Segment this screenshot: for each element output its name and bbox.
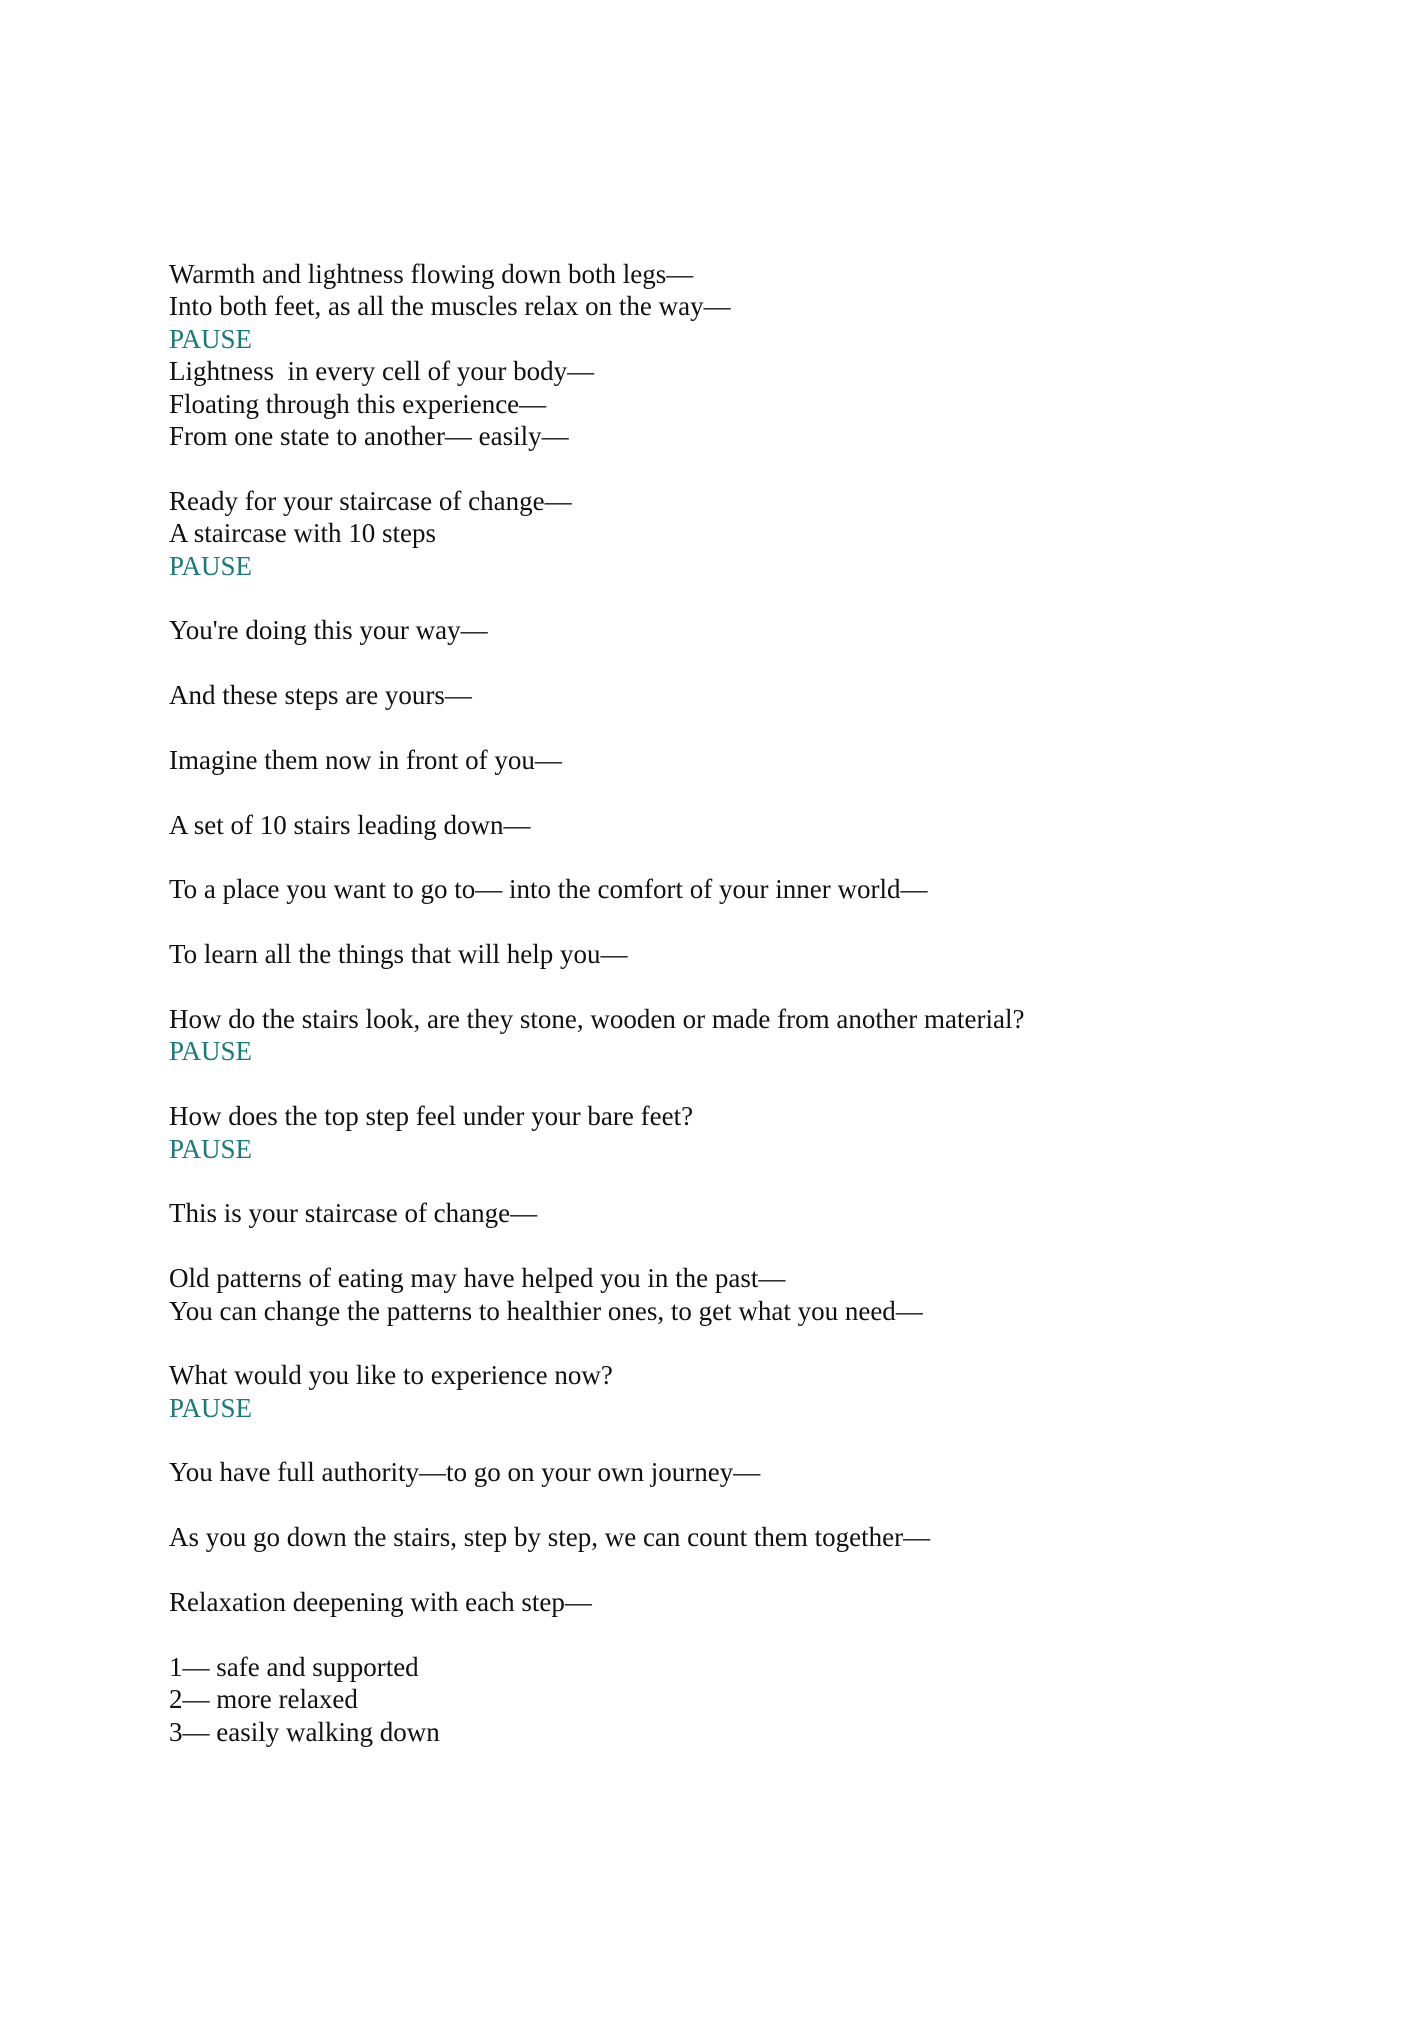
text-line: From one state to another— easily—	[169, 420, 569, 451]
blank-line	[169, 1424, 1319, 1456]
blank-line	[169, 971, 1319, 1003]
text-line: 2— more relaxed	[169, 1684, 358, 1715]
blank-line	[169, 1068, 1319, 1100]
text-line: Into both feet, as all the muscles relax on the way—	[169, 291, 731, 322]
blank-line	[169, 1327, 1319, 1359]
text-line: Old patterns of eating may have helped you in the past—	[169, 1263, 786, 1294]
pause-marker: PAUSE	[169, 1392, 253, 1423]
text-line: You're doing this your way—	[169, 615, 488, 646]
text-line: Ready for your staircase of change—	[169, 485, 572, 516]
text-line: A staircase with 10 steps	[169, 518, 436, 549]
text-line: 3— easily walking down	[169, 1716, 440, 1747]
blank-line	[169, 1230, 1319, 1262]
text-line: 1— safe and supported	[169, 1651, 419, 1682]
blank-line	[169, 452, 1319, 484]
blank-line	[169, 1618, 1319, 1650]
text-line: To learn all the things that will help you—	[169, 939, 628, 970]
text-line: What would you like to experience now?	[169, 1360, 613, 1391]
blank-line	[169, 711, 1319, 743]
text-line: How do the stairs look, are they stone, wooden or made from another material?	[169, 1003, 1025, 1034]
blank-line	[169, 582, 1319, 614]
pause-marker: PAUSE	[169, 1036, 253, 1067]
blank-line	[169, 906, 1319, 938]
text-line: Warmth and lightness flowing down both legs—	[169, 259, 694, 289]
script-text	[169, 258, 1319, 1748]
pause-marker: PAUSE	[169, 550, 253, 581]
blank-line	[169, 1489, 1319, 1521]
text-line: As you go down the stairs, step by step, we can count them together—	[169, 1522, 931, 1553]
text-line: This is your staircase of change—	[169, 1198, 538, 1229]
text-line: Floating through this experience—	[169, 388, 547, 419]
text-line: You have full authority—to go on your own journey—	[169, 1457, 761, 1488]
blank-line	[169, 1165, 1319, 1197]
blank-line	[169, 647, 1319, 679]
text-line: And these steps are yours—	[169, 680, 472, 711]
text-line: You can change the patterns to healthier ones, to get what you need—	[169, 1295, 923, 1326]
pause-marker: PAUSE	[169, 323, 253, 354]
pause-marker: PAUSE	[169, 1133, 253, 1164]
text-line: Imagine them now in front of you—	[169, 744, 562, 775]
blank-line	[169, 1554, 1319, 1586]
text-line: Lightness in every cell of your body—	[169, 356, 595, 387]
text-line: How does the top step feel under your bare feet?	[169, 1101, 694, 1132]
text-line: Relaxation deepening with each step—	[169, 1587, 592, 1618]
text-line: A set of 10 stairs leading down—	[169, 809, 531, 840]
blank-line	[169, 841, 1319, 873]
text-line: To a place you want to go to— into the comfort of your inner world—	[169, 874, 928, 905]
blank-line	[169, 776, 1319, 808]
